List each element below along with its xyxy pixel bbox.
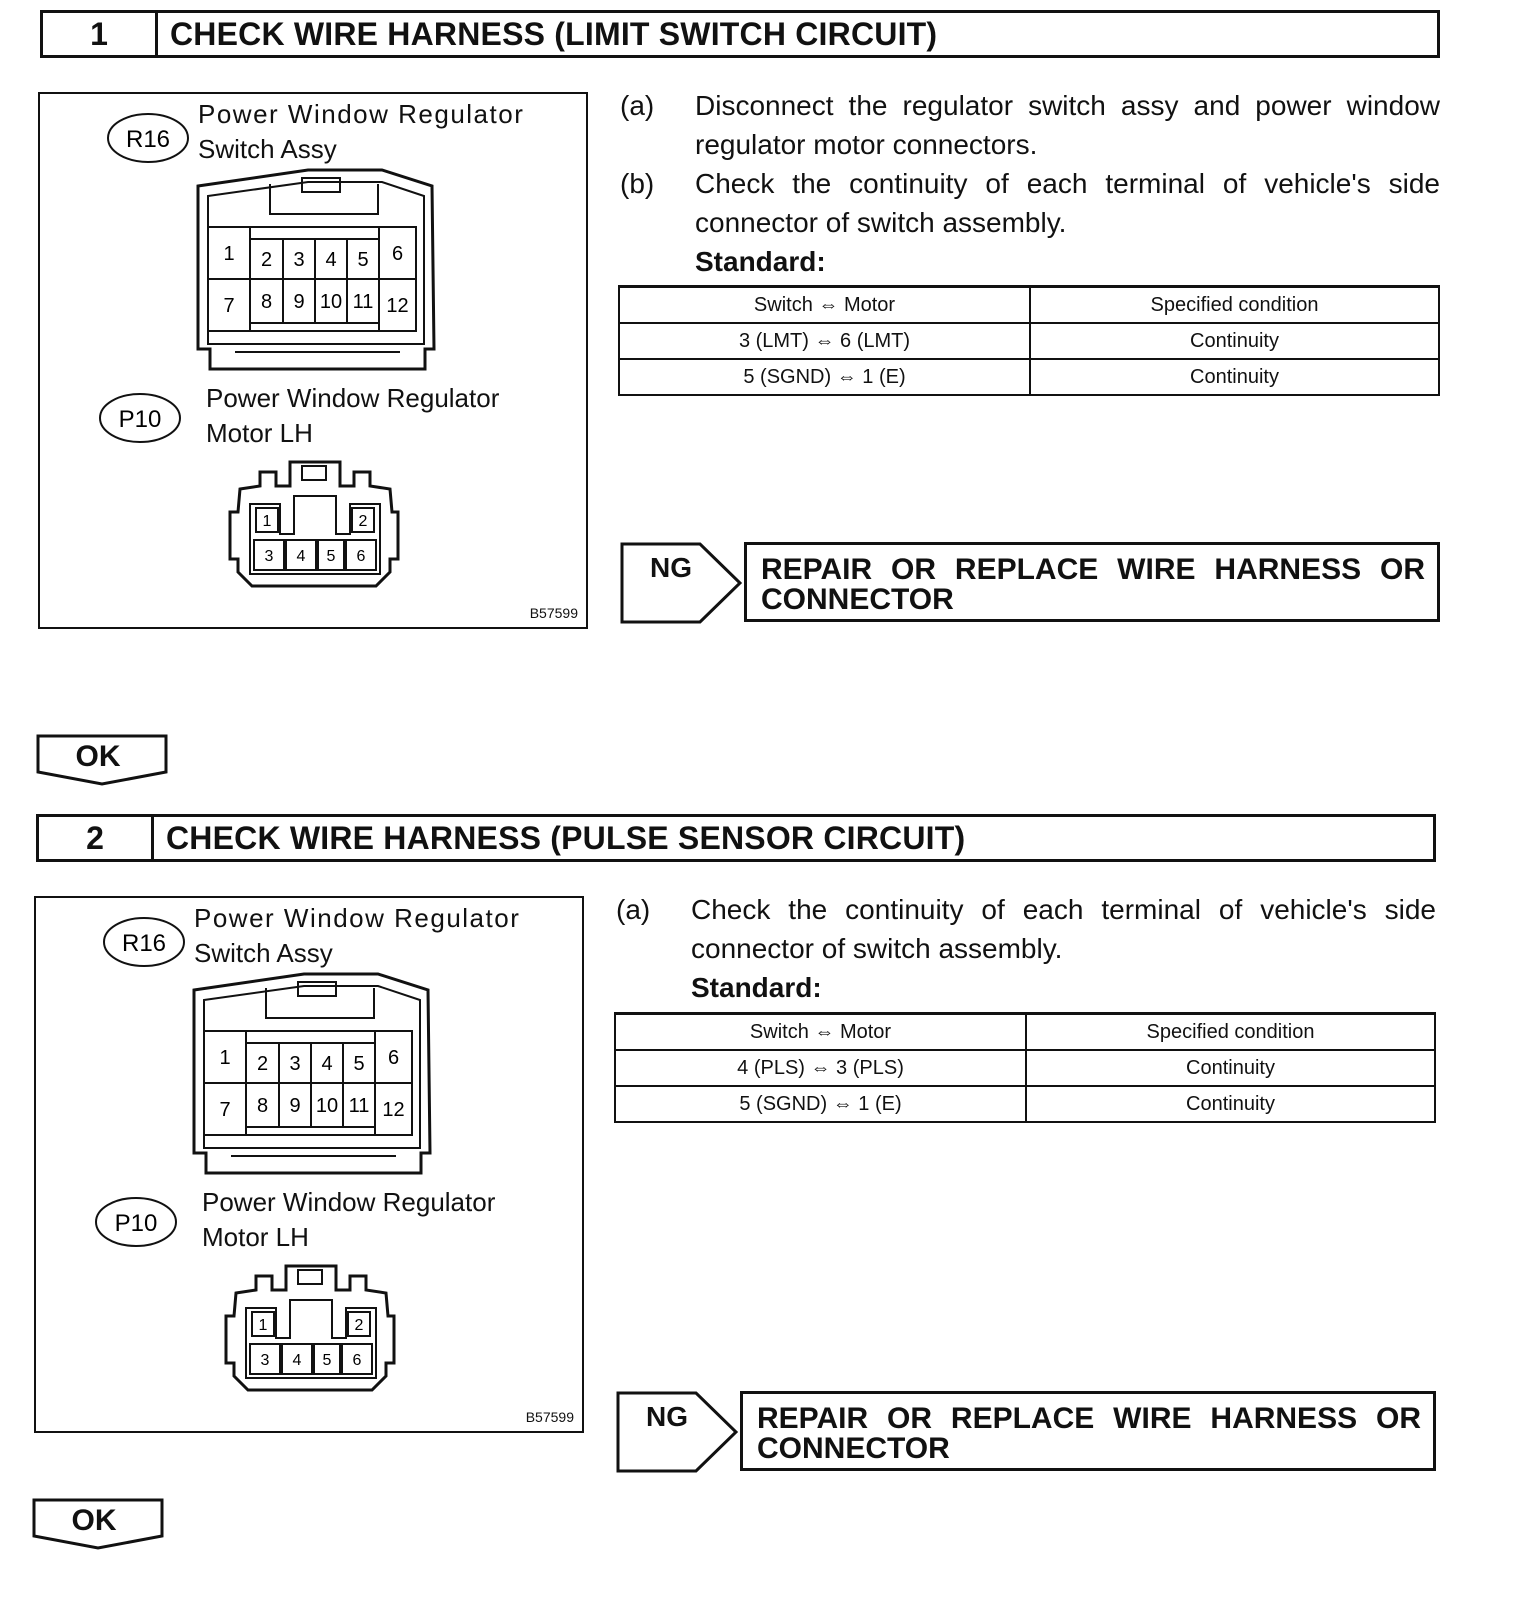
- p10-label: Power Window Regulator: [202, 1187, 496, 1217]
- connector-diagram: [36, 898, 586, 1435]
- p10-sublabel: Motor LH: [206, 418, 313, 448]
- pin-label: 9: [289, 1095, 301, 1118]
- instructions: [616, 890, 1436, 1007]
- table-row: [615, 1050, 1435, 1086]
- motor-connector: [230, 462, 398, 586]
- instruction-marker: (a): [616, 894, 651, 925]
- repair-box: [740, 1391, 1436, 1471]
- r16-sublabel: Switch Assy: [198, 134, 337, 164]
- instruction-text: Check the continuity of each terminal of vehicle's side connector of switch assembly.: [695, 168, 1440, 238]
- step-header: [36, 814, 1436, 862]
- spec-table: [614, 1012, 1436, 1123]
- pin-label: 1: [258, 1316, 268, 1334]
- pin-label: 6: [352, 1351, 362, 1369]
- p10-tag: P10: [114, 1210, 158, 1237]
- pin-label: 3: [260, 1351, 270, 1369]
- connector-figure: [38, 92, 588, 629]
- pin-label: 2: [260, 249, 273, 272]
- ng-arrow: [620, 542, 742, 624]
- pin-label: 3: [264, 547, 274, 565]
- instruction-text: Check the continuity of each terminal of vehicle's side connector of switch assembly.: [691, 894, 1436, 964]
- repair-box: [744, 542, 1440, 622]
- standard-label: Standard:: [695, 246, 826, 277]
- pin-label: 5: [326, 547, 336, 565]
- repair-text-line-2: CONNECTOR: [761, 583, 954, 616]
- connector-figure: [34, 896, 584, 1433]
- step-number: 2: [39, 817, 154, 859]
- pin-label: 10: [319, 291, 343, 314]
- instruction-item: [620, 86, 1440, 164]
- switch-connector: [198, 170, 434, 369]
- figure-code: B57599: [529, 605, 578, 621]
- pin-label: 11: [352, 291, 374, 314]
- table-cell: Continuity: [1030, 323, 1439, 359]
- figure-code: B57599: [525, 1409, 574, 1425]
- repair-text-line-2: CONNECTOR: [757, 1432, 950, 1465]
- ng-arrow: [616, 1391, 738, 1473]
- pin-label: 7: [223, 295, 235, 318]
- pin-label: 8: [260, 291, 273, 314]
- r16-label: Power Window Regulator: [194, 903, 521, 933]
- column-header: Specified condition: [1026, 1014, 1435, 1051]
- pin-label: 9: [293, 291, 305, 314]
- step-1: [0, 0, 1520, 800]
- table-cell: 4 (PLS) ⇔ 3 (PLS): [615, 1050, 1026, 1086]
- ng-label: NG: [646, 1401, 688, 1432]
- step-title: CHECK WIRE HARNESS (LIMIT SWITCH CIRCUIT): [170, 15, 938, 52]
- step-2: [0, 804, 1520, 1604]
- pin-label: 5: [353, 1053, 365, 1076]
- column-header: Switch ⇔ Motor: [619, 287, 1030, 324]
- pin-label: 5: [357, 249, 369, 272]
- p10-tag: P10: [118, 406, 162, 433]
- repair-text-line-1: REPAIR OR REPLACE WIRE HARNESS OR: [761, 553, 1425, 586]
- pin-label: 5: [322, 1351, 332, 1369]
- pin-label: 1: [223, 243, 235, 266]
- instructions: [620, 86, 1440, 281]
- table-header-row: [615, 1014, 1435, 1051]
- r16-tag: R16: [121, 930, 167, 957]
- p10-sublabel: Motor LH: [202, 1222, 309, 1252]
- table-cell: 5 (SGND) ⇔ 1 (E): [619, 359, 1030, 395]
- instruction-marker: (b): [620, 168, 655, 199]
- ok-arrow: [32, 1498, 164, 1552]
- pin-label: 3: [293, 249, 305, 272]
- pin-label: 4: [325, 249, 337, 272]
- pin-label: 7: [219, 1099, 231, 1122]
- table-header-row: [619, 287, 1439, 324]
- r16-sublabel: Switch Assy: [194, 938, 333, 968]
- step-header: [40, 10, 1440, 58]
- standard-label: Standard:: [691, 972, 822, 1003]
- instruction-item: [616, 890, 1436, 968]
- pin-label: 12: [386, 295, 409, 318]
- ok-arrow: [36, 734, 168, 788]
- table-cell: Continuity: [1030, 359, 1439, 395]
- spec-table: [618, 285, 1440, 396]
- r16-label: Power Window Regulator: [198, 99, 525, 129]
- column-header: Switch ⇔ Motor: [615, 1014, 1026, 1051]
- step-number: 1: [43, 13, 158, 55]
- connector-diagram: [40, 94, 590, 631]
- pin-label: 8: [256, 1095, 269, 1118]
- pin-label: 1: [262, 512, 272, 530]
- ok-label: OK: [71, 1504, 117, 1537]
- table-row: [619, 359, 1439, 395]
- instruction-text: Disconnect the regulator switch assy and power window regulator motor connectors.: [695, 90, 1440, 160]
- pin-label: 4: [296, 547, 306, 565]
- motor-connector: [226, 1266, 394, 1390]
- p10-label: Power Window Regulator: [206, 383, 500, 413]
- pin-label: 11: [348, 1095, 370, 1118]
- pin-label: 10: [315, 1095, 339, 1118]
- table-cell: 5 (SGND) ⇔ 1 (E): [615, 1086, 1026, 1122]
- pin-label: 1: [219, 1047, 231, 1070]
- pin-label: 6: [387, 1047, 400, 1070]
- table-cell: Continuity: [1026, 1086, 1435, 1122]
- table-cell: Continuity: [1026, 1050, 1435, 1086]
- instruction-marker: (a): [620, 90, 655, 121]
- instruction-item: [620, 164, 1440, 242]
- table-cell: 3 (LMT) ⇔ 6 (LMT): [619, 323, 1030, 359]
- step-title: CHECK WIRE HARNESS (PULSE SENSOR CIRCUIT): [166, 819, 966, 856]
- ng-label: NG: [650, 552, 692, 583]
- r16-tag: R16: [125, 126, 171, 153]
- pin-label: 6: [391, 243, 404, 266]
- ok-label: OK: [75, 740, 121, 773]
- pin-label: 2: [354, 1316, 364, 1334]
- pin-label: 3: [289, 1053, 301, 1076]
- switch-connector: [194, 974, 430, 1173]
- pin-label: 2: [358, 512, 368, 530]
- pin-label: 4: [292, 1351, 302, 1369]
- pin-label: 2: [256, 1053, 269, 1076]
- pin-label: 12: [382, 1099, 405, 1122]
- pin-label: 6: [356, 547, 366, 565]
- table-row: [619, 323, 1439, 359]
- pin-label: 4: [321, 1053, 333, 1076]
- table-row: [615, 1086, 1435, 1122]
- repair-text-line-1: REPAIR OR REPLACE WIRE HARNESS OR: [757, 1402, 1421, 1435]
- column-header: Specified condition: [1030, 287, 1439, 324]
